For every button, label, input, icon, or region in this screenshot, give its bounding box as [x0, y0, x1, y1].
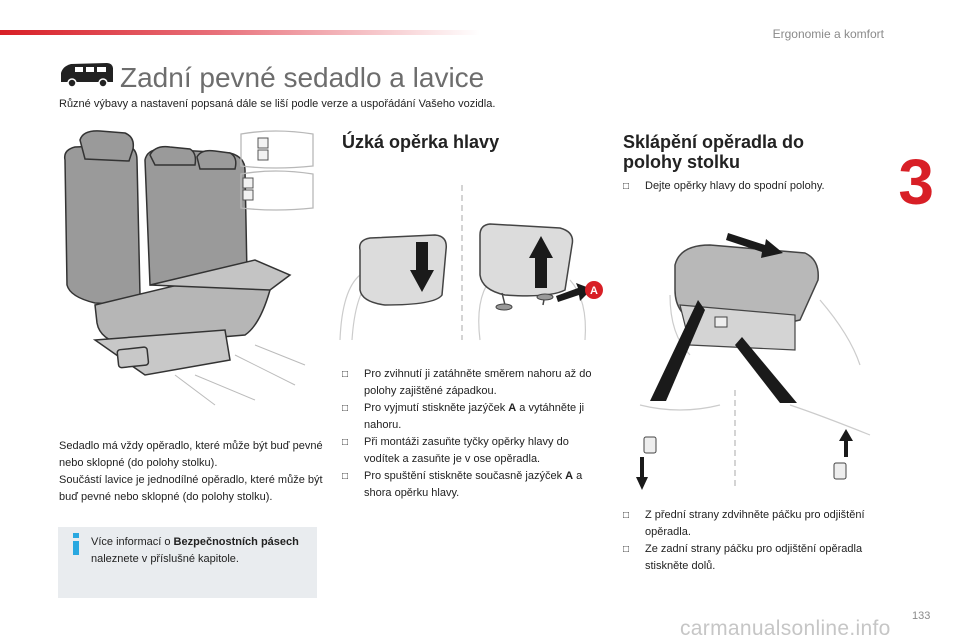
seat-description	[59, 438, 324, 506]
narrow-headrest-heading: Úzká opěrka hlavy	[342, 132, 500, 152]
bullet-icon: □	[623, 544, 630, 555]
list-item-text: Pro vyjmutí stiskněte jazýček A a vytáhněte ji nahoru.	[364, 402, 585, 431]
van-silhouette-icon	[57, 60, 115, 88]
top-accent-bar	[0, 30, 480, 35]
narrow-headrest-list	[342, 366, 602, 502]
narrow-headrest-illustration	[330, 180, 610, 370]
fold-table-heading-line2: polohy stolku	[623, 152, 740, 172]
list-item	[342, 434, 602, 468]
list-item-text: Z přední strany zdvihněte páčku pro odjištění opěradla.	[645, 509, 865, 538]
list-item	[623, 507, 873, 541]
info-icon	[70, 533, 82, 555]
bullet-icon: □	[342, 471, 349, 482]
list-item	[623, 541, 873, 575]
fold-backrest-illustration	[620, 205, 890, 495]
page-title: Zadní pevné sedadlo a lavice	[120, 62, 485, 93]
list-item-text: Pro zvihnutí ji zatáhněte směrem nahoru až do polohy zajištěné západkou.	[364, 368, 592, 397]
bullet-icon: □	[623, 510, 630, 521]
bullet-icon: □	[342, 403, 349, 414]
label-a: A	[590, 285, 598, 297]
list-item-text: Ze zadní strany páčku pro odjištění opěradla stiskněte dolů.	[645, 543, 863, 572]
list-item	[342, 366, 602, 400]
chapter-number: 3	[898, 146, 934, 218]
list-item-text: Při montáži zasuňte tyčky opěrky hlavy do vodítek a zasuňte je v ose opěradla.	[364, 436, 569, 465]
fold-table-heading-line1: Sklápění opěradla do	[623, 132, 805, 152]
fold-table-list-1	[623, 178, 873, 195]
fold-table-list-2	[623, 507, 873, 575]
list-item	[623, 178, 873, 195]
seat-layout-diagram	[235, 128, 317, 212]
seat-description-paragraph: Součástí lavice je jednodílné opěradlo, které může být buď pevné nebo sklopné (do polohy stolku).	[59, 474, 323, 503]
fold-table-heading	[623, 132, 873, 172]
watermark: carmanualsonline.info	[680, 617, 891, 640]
info-text: Více informací o Bezpečnostních pásech naleznete v příslušné kapitole.	[91, 536, 299, 565]
bullet-icon: □	[342, 437, 349, 448]
list-item-text: Dejte opěrky hlavy do spodní polohy.	[645, 180, 825, 192]
seat-description-paragraph: Sedadlo má vždy opěradlo, které může být buď pevné nebo sklopné (do polohy stolku).	[59, 440, 323, 469]
list-item-text: Pro spuštění stiskněte současně jazýček A a shora opěrku hlavy.	[364, 470, 583, 499]
list-item	[342, 400, 602, 434]
bullet-icon: □	[623, 181, 630, 192]
bullet-icon: □	[342, 369, 349, 380]
info-text-bold: Bezpečnostních pásech	[173, 536, 299, 548]
section-header: Ergonomie a komfort	[772, 27, 884, 41]
list-item	[342, 468, 602, 502]
page-number: 133	[912, 610, 931, 622]
intro-text: Různé výbavy a nastavení popsaná dále se liší podle verze a uspořádání Vašeho vozidla.	[59, 98, 496, 110]
